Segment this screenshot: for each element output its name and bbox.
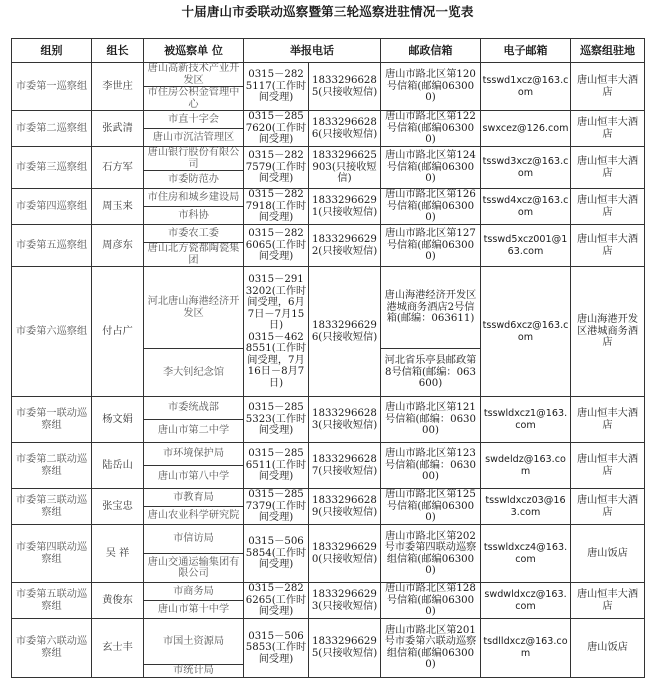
group-name: 市委第二联动巡察组 xyxy=(12,443,92,489)
mobile-number: 18332966292(只接收短信) xyxy=(309,225,381,267)
unit-name: 市商务局 xyxy=(144,583,244,601)
unit-name: 河北唐山海港经济开发区 xyxy=(144,267,244,349)
leader-name: 周彦东 xyxy=(92,225,144,267)
group-name: 市委第一联动巡察组 xyxy=(12,397,92,443)
header-phone: 举报电话 xyxy=(244,39,381,63)
mobile-number: 18332966290(只接收短信) xyxy=(309,525,381,583)
leader-name: 周玉来 xyxy=(92,189,144,225)
phone-number: 0315－2826065(工作时间受理) xyxy=(244,225,309,267)
email-address: tsswldxcz1@163.com xyxy=(481,397,571,443)
phone-number xyxy=(244,267,309,397)
email-address: tsswd3xcz@163.com xyxy=(481,147,571,189)
mobile-number: 18332966293(只接收短信) xyxy=(309,583,381,619)
station-name: 唐山恒丰大酒店 xyxy=(571,189,645,225)
page-title: 十届唐山市委联动巡察暨第三轮巡察进驻情况一览表 xyxy=(181,4,474,19)
mail-box: 唐山市路北区第125号信箱(邮编063000) xyxy=(381,489,481,525)
mobile-number: 18332966295(只接收短信) xyxy=(309,619,381,678)
station-name: 唐山恒丰大酒店 xyxy=(571,489,645,525)
unit-name: 唐山高新技术产业开发区 xyxy=(144,63,244,87)
email-address: tsswd5xcz001@163.com xyxy=(481,225,571,267)
email-address: tsswldxcz4@163.com xyxy=(481,525,571,583)
station-name: 唐山饭店 xyxy=(571,525,645,583)
mail-box: 唐山市路北区第127号信箱(邮编063000) xyxy=(381,225,481,267)
mail-box: 唐山市路北区第128号信箱(邮编063000) xyxy=(381,583,481,619)
group-name: 市委第三巡察组 xyxy=(12,147,92,189)
mobile-number: 1833296625903(只接收短信) xyxy=(309,147,381,189)
unit-name: 市委农工委 xyxy=(144,225,244,243)
unit-name: 市统计局 xyxy=(144,665,244,678)
phone-number-line: 0315－4628551(工作时间受理，7月16日－8月7日) xyxy=(245,331,307,389)
unit-name: 唐山市第十中学 xyxy=(144,601,244,619)
group-name: 市委第一巡察组 xyxy=(12,63,92,111)
unit-name: 市信访局 xyxy=(144,525,244,554)
table-row xyxy=(12,225,645,243)
mobile-number: 18332966289(只接收短信) xyxy=(309,489,381,525)
email-address: tsdlldxcz@163.com xyxy=(481,619,571,678)
email-address: swdwldxcz@163.com xyxy=(481,583,571,619)
station-name: 唐山恒丰大酒店 xyxy=(571,397,645,443)
email-address: tsswd1xcz@163.com xyxy=(481,63,571,111)
leader-name: 黄俊东 xyxy=(92,583,144,619)
mail-box: 唐山市路北区第122号信箱(邮编063000) xyxy=(381,111,481,147)
mail-box: 唐山市路北区第123号信箱(邮编：063000) xyxy=(381,443,481,489)
station-name: 唐山恒丰大酒店 xyxy=(571,147,645,189)
phone-number: 0315－2856511(工作时间受理) xyxy=(244,443,309,489)
email-address: tsswd4xcz@163.com xyxy=(481,189,571,225)
unit-name: 李大钊纪念馆 xyxy=(144,349,244,397)
phone-number: 0315－5065853(工作时间受理) xyxy=(244,619,309,678)
leader-name: 陆岳山 xyxy=(92,443,144,489)
group-name: 市委第五巡察组 xyxy=(12,225,92,267)
header-unit: 被巡察单 位 xyxy=(144,39,244,63)
unit-name: 市住房和城乡建设局 xyxy=(144,189,244,207)
mobile-number: 18332966286(只接收短信) xyxy=(309,111,381,147)
leader-name: 吴 祥 xyxy=(92,525,144,583)
unit-name: 市科协 xyxy=(144,207,244,225)
phone-number: 0315－2855323(工作时间受理) xyxy=(244,397,309,443)
mail-box: 唐山市路北区第201号市委第六联动巡察组信箱(邮编063000) xyxy=(381,619,481,678)
group-name: 市委第二巡察组 xyxy=(12,111,92,147)
station-name: 唐山恒丰大酒店 xyxy=(571,443,645,489)
leader-name: 玄士丰 xyxy=(92,619,144,678)
header-station: 巡察组驻地 xyxy=(571,39,645,63)
mail-box: 唐山市路北区第120号信箱(邮编063000) xyxy=(381,63,481,111)
group-name: 市委第六巡察组 xyxy=(12,267,92,397)
phone-number: 0315－2857620(工作时间受理) xyxy=(244,111,309,147)
table-row xyxy=(12,397,645,420)
phone-number: 0315－2827579(工作时间受理) xyxy=(244,147,309,189)
station-name: 唐山恒丰大酒店 xyxy=(571,63,645,111)
unit-name: 唐山市第八中学 xyxy=(144,466,244,489)
header-mail: 邮政信箱 xyxy=(381,39,481,63)
unit-name: 市国土资源局 xyxy=(144,619,244,665)
group-name: 市委第四联动巡察组 xyxy=(12,525,92,583)
unit-name: 唐山农业科学研究院 xyxy=(144,507,244,525)
mobile-number: 18332966296(只接收短信) xyxy=(309,267,381,397)
header-row xyxy=(12,39,645,63)
unit-name: 市委防范办 xyxy=(144,171,244,189)
table-row xyxy=(12,111,645,129)
table-row xyxy=(12,619,645,665)
station-name: 唐山恒丰大酒店 xyxy=(571,225,645,267)
email-address: tsswldxcz03@163.com xyxy=(481,489,571,525)
phone-number: 0315－5065854(工作时间受理) xyxy=(244,525,309,583)
leader-name: 张武清 xyxy=(92,111,144,147)
mobile-number: 18332966285(只接收短信) xyxy=(309,63,381,111)
inspection-table xyxy=(11,38,645,678)
phone-number: 0315－2857379(工作时间受理) xyxy=(244,489,309,525)
group-name: 市委第三联动巡察组 xyxy=(12,489,92,525)
group-name: 市委第四巡察组 xyxy=(12,189,92,225)
table-row xyxy=(12,63,645,87)
mobile-number: 18332966287(只接收短信) xyxy=(309,443,381,489)
unit-name: 市教育局 xyxy=(144,489,244,507)
leader-name: 付占广 xyxy=(92,267,144,397)
email-address: swdeldz@163.com xyxy=(481,443,571,489)
phone-number: 0315－2826265(工作时间受理) xyxy=(244,583,309,619)
mail-box: 唐山海港经济开发区港城商务酒店2号信箱(邮编：063611) xyxy=(381,267,481,349)
phone-number: 0315－2827918(工作时间受理) xyxy=(244,189,309,225)
table-row xyxy=(12,443,645,466)
mobile-number: 18332966291(只接收短信) xyxy=(309,189,381,225)
station-name: 唐山饭店 xyxy=(571,619,645,678)
mail-box: 唐山市路北区第124号信箱(邮编063000) xyxy=(381,147,481,189)
leader-name: 张宝忠 xyxy=(92,489,144,525)
table-row xyxy=(12,189,645,207)
header-email: 电子邮箱 xyxy=(481,39,571,63)
leader-name: 杨文娟 xyxy=(92,397,144,443)
mail-box: 唐山市路北区第126号信箱(邮编063000) xyxy=(381,189,481,225)
mail-box: 河北省乐亭县邮政第8号信箱(邮编：063600) xyxy=(381,349,481,397)
table-row xyxy=(12,525,645,554)
group-name: 市委第六联动巡察组 xyxy=(12,619,92,678)
station-name: 唐山恒丰大酒店 xyxy=(571,583,645,619)
unit-name: 唐山北方瓷都陶瓷集团 xyxy=(144,243,244,267)
table-row xyxy=(12,489,645,507)
header-group: 组别 xyxy=(12,39,92,63)
unit-name: 市环境保护局 xyxy=(144,443,244,466)
unit-name: 唐山市第二中学 xyxy=(144,420,244,443)
table-row xyxy=(12,267,645,349)
header-leader: 组长 xyxy=(92,39,144,63)
station-name: 唐山恒丰大酒店 xyxy=(571,111,645,147)
unit-name: 市住房公积金管理中心 xyxy=(144,87,244,111)
phone-number-line: 0315－2913202(工作时间受理，6月7日－7月15日) xyxy=(245,274,307,331)
leader-name: 石方军 xyxy=(92,147,144,189)
table-row xyxy=(12,583,645,601)
unit-name: 市委统战部 xyxy=(144,397,244,420)
unit-name: 唐山银行股份有限公司 xyxy=(144,147,244,171)
unit-name: 唐山市沉沽管理区 xyxy=(144,129,244,147)
phone-number: 0315－2825117(工作时间受理) xyxy=(244,63,309,111)
table-row xyxy=(12,147,645,171)
mail-box: 唐山市路北区第121号信箱(邮编：063000) xyxy=(381,397,481,443)
group-name: 市委第五联动巡察组 xyxy=(12,583,92,619)
email-address: tsswd6xcz@163.com xyxy=(481,267,571,397)
unit-name: 市直十字会 xyxy=(144,111,244,129)
station-name: 唐山海港开发区港城商务酒店 xyxy=(571,267,645,397)
mobile-number: 18332966283(只接收短信) xyxy=(309,397,381,443)
mail-box: 唐山市路北区第202号市委第四联动巡察组信箱(邮编063000) xyxy=(381,525,481,583)
unit-name: 唐山交通运输集团有限公司 xyxy=(144,554,244,583)
leader-name: 李世庄 xyxy=(92,63,144,111)
email-address: swxcez@126.com xyxy=(481,111,571,147)
